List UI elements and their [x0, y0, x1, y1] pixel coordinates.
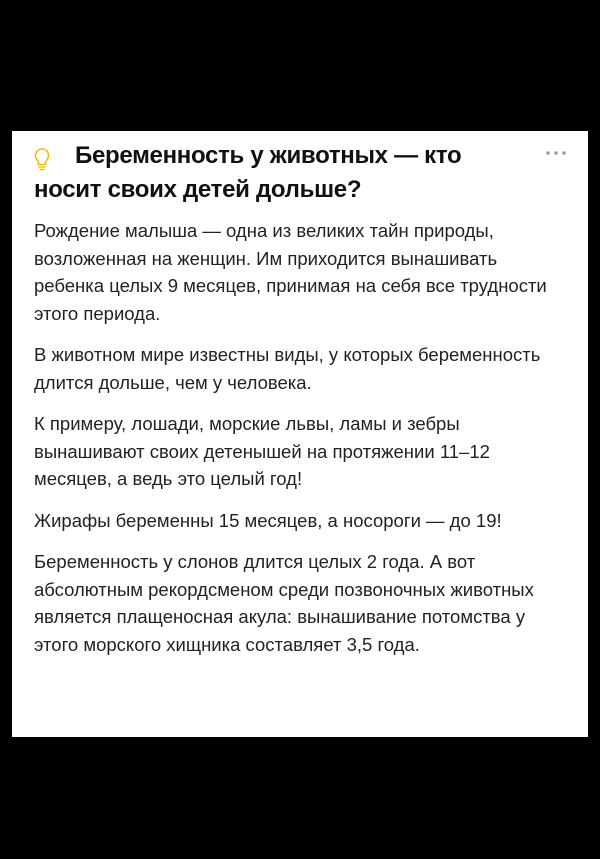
- article-header: [34, 139, 568, 207]
- article-paragraph: Жирафы беременны 15 месяцев, а носороги — до 19!: [34, 509, 502, 531]
- article-paragraph: В животном мире известны виды, у которых беременность длится дольше, чем у человека.: [34, 344, 541, 393]
- article-title: Беременность у животных — кто носит своих детей дольше?: [34, 142, 462, 203]
- article-paragraph: Рождение малыша — одна из великих тайн природы, возложенная на женщин. Им приходится вынашивать ребенка целых 9 месяцев, принимая на себя все трудности этого периода.: [34, 220, 547, 324]
- article-paragraph: К примеру, лошади, морские львы, ламы и зебры вынашивают своих детенышей на протяжении 11–12 месяцев, а ведь это целый год!: [34, 413, 490, 489]
- article-body: [34, 217, 568, 658]
- more-horizontal-icon[interactable]: [544, 149, 568, 157]
- lightbulb-icon: [34, 147, 50, 173]
- article-card: [12, 131, 588, 737]
- article-paragraph: Беременность у слонов длится целых 2 года. А вот абсолютным рекордсменом среди позвоночных животных является плащеносная акула: вынашивание потомства у этого морского хищника составляет 3,5 года.: [34, 551, 534, 655]
